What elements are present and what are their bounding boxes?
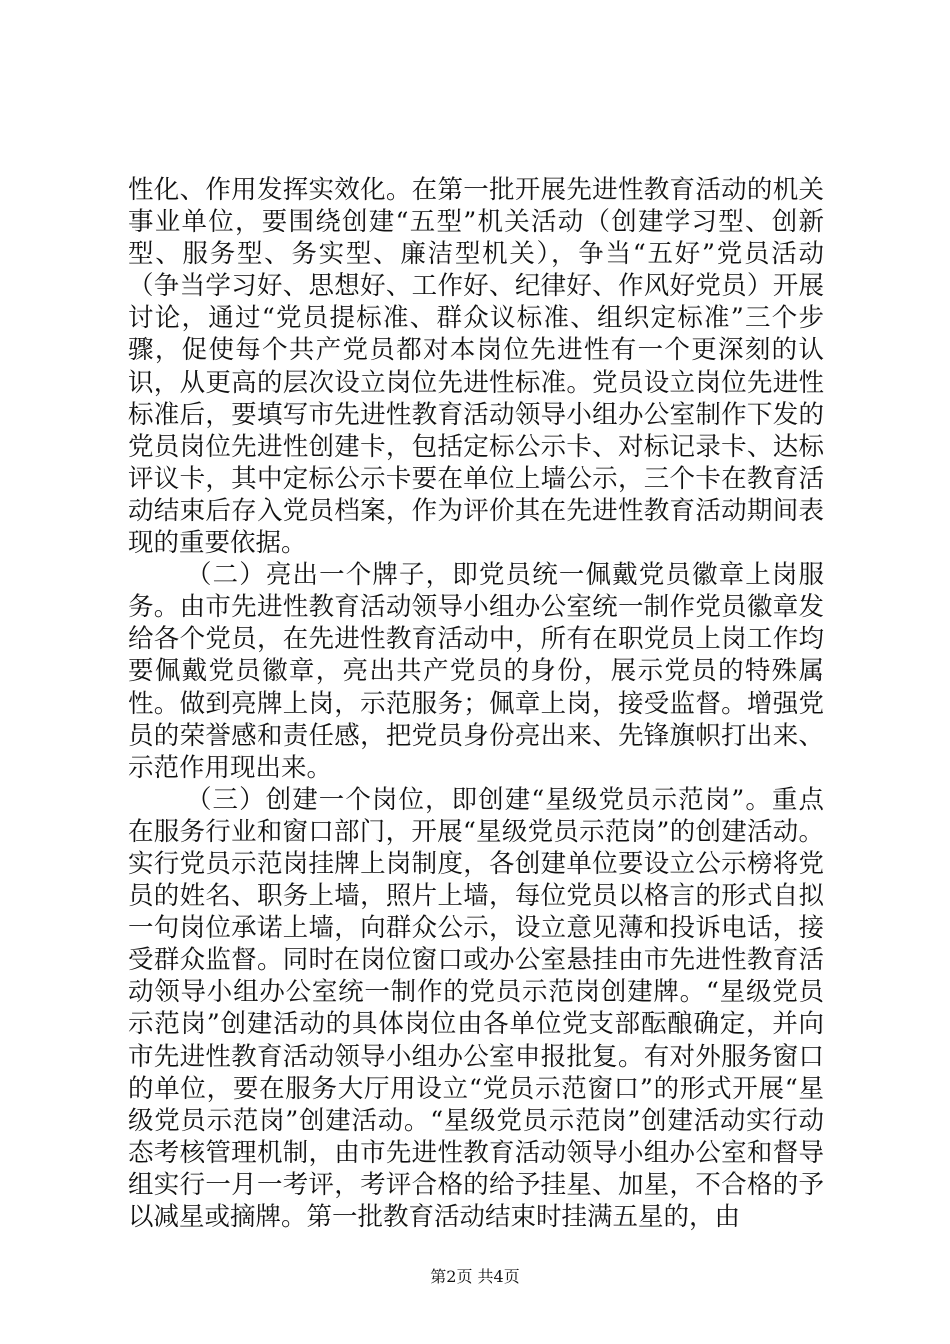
page-number-footer: 第2页 共4页 bbox=[430, 1267, 520, 1286]
paragraph-section-two: （二）亮出一个牌子，即党员统一佩戴党员徽章上岗服务。由市先进性教育活动领导小组办公室统一制作党员徽章发给各个党员，在先进性教育活动中，所有在职党员上岗工作均要佩戴党员徽章，亮出共产党员的身份，展示党员的特殊属性。做到亮牌上岗，示范服务；佩章上岗，接受监督。增强党员的荣誉感和责任感，把党员身份亮出来、先锋旗帜打出来、示范作用现出来。 bbox=[128, 560, 824, 783]
document-body bbox=[128, 174, 824, 1233]
paragraph-section-three: （三）创建一个岗位，即创建“星级党员示范岗”。重点在服务行业和窗口部门，开展“星级党员示范岗”的创建活动。实行党员示范岗挂牌上岗制度，各创建单位要设立公示榜将党员的姓名、职务上墙，照片上墙，每位党员以格言的形式自拟一句岗位承诺上墙，向群众公示，设立意见薄和投诉电话，接受群众监督。同时在岗位窗口或办公室悬挂由市先进性教育活动领导小组办公室统一制作的党员示范岗创建牌。“星级党员示范岗”创建活动的具体岗位由各单位党支部酝酿确定，并向市先进性教育活动领导小组办公室申报批复。有对外服务窗口的单位，要在服务大厅用设立“党员示范窗口”的形式开展“星级党员示范岗”创建活动。“星级党员示范岗”创建活动实行动态考核管理机制，由市先进性教育活动领导小组办公室和督导组实行一月一考评，考评合格的给予挂星、加星，不合格的予以减星或摘牌。第一批教育活动结束时挂满五星的，由 bbox=[128, 784, 824, 1232]
paragraph-continuation: 性化、作用发挥实效化。在第一批开展先进性教育活动的机关事业单位，要围绕创建“五型”机关活动（创建学习型、创新型、服务型、务实型、廉洁型机关），争当“五好”党员活动（争当学习好、思想好、工作好、纪律好、作风好党员）开展讨论，通过“党员提标准、群众议标准、组织定标准”三个步骤，促使每个共产党员都对本岗位先进性有一个更深刻的认识，从更高的层次设立岗位先进性标准。党员设立岗位先进性标准后，要填写市先进性教育活动领导小组办公室制作下发的党员岗位先进性创建卡，包括定标公示卡、对标记录卡、达标评议卡，其中定标公示卡要在单位上墙公示，三个卡在教育活动结束后存入党员档案，作为评价其在先进性教育活动期间表现的重要依据。 bbox=[128, 175, 824, 559]
